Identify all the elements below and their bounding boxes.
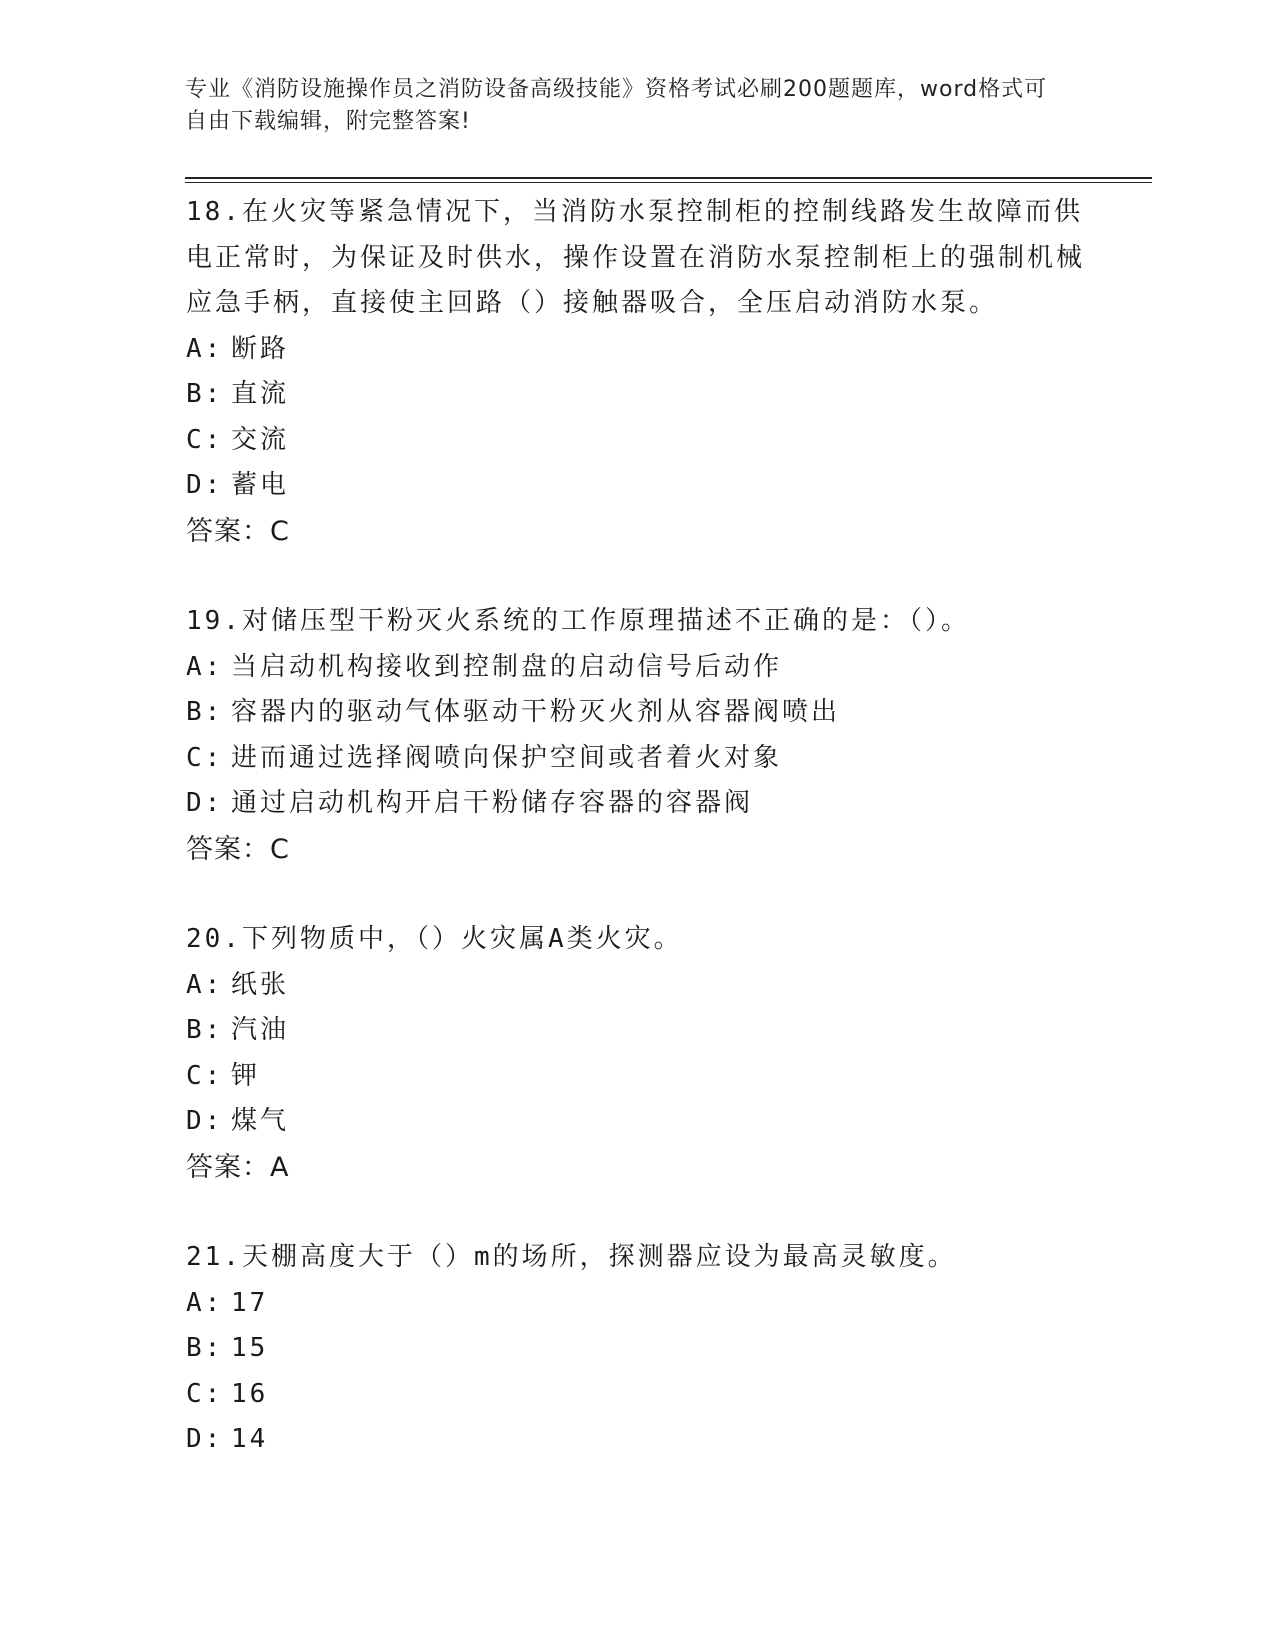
answer-line: 答案：C	[186, 833, 290, 865]
option-text: 通过启动机构开启干粉储存容器的容器阀	[231, 788, 754, 818]
option-c	[186, 1054, 1086, 1100]
option-text: 直流	[231, 379, 290, 409]
question-19	[186, 599, 1086, 872]
option-text: 17	[231, 1287, 269, 1318]
option-a	[186, 963, 1086, 1009]
option-letter: B:	[186, 697, 224, 727]
option-c	[186, 418, 1086, 464]
option-letter: A:	[186, 333, 224, 364]
option-text: 交流	[231, 424, 290, 455]
option-letter: B:	[186, 1333, 224, 1363]
option-c	[186, 736, 1086, 782]
document-header: 专业《消防设施操作员之消防设备高级技能》资格考试必刷200题题库，word格式可自由下载编辑，附完整答案!	[185, 77, 1048, 134]
option-letter: A:	[186, 651, 224, 682]
option-d	[186, 781, 1086, 827]
option-a	[186, 327, 1086, 373]
option-text: 进而通过选择阀喷向保护空间或者着火对象	[231, 742, 783, 773]
option-text: 容器内的驱动气体驱动干粉灭火剂从容器阀喷出	[231, 697, 841, 727]
option-b	[186, 372, 1086, 418]
option-letter: C:	[186, 1378, 224, 1409]
option-list	[186, 963, 1086, 1145]
option-text: 15	[231, 1333, 269, 1363]
question-stem: 21.天棚高度大于（）m的场所，探测器应设为最高灵敏度。	[186, 1242, 957, 1272]
option-letter: D:	[186, 470, 224, 500]
option-b	[186, 1008, 1086, 1054]
question-20	[186, 917, 1086, 1190]
question-stem: 19.对储压型干粉灭火系统的工作原理描述不正确的是：（）。	[186, 606, 970, 636]
header-divider-thin	[185, 182, 1152, 183]
question-list	[186, 190, 1086, 1508]
option-letter: A:	[186, 969, 224, 1000]
option-list	[186, 645, 1086, 827]
answer-line: 答案：C	[186, 515, 290, 547]
option-d	[186, 1417, 1086, 1463]
option-a	[186, 645, 1086, 691]
option-letter: B:	[186, 379, 224, 409]
option-letter: D:	[186, 1424, 224, 1454]
option-text: 当启动机构接收到控制盘的启动信号后动作	[231, 651, 783, 682]
option-text: 汽油	[231, 1015, 290, 1045]
option-a	[186, 1281, 1086, 1327]
option-letter: C:	[186, 1060, 224, 1091]
option-text: 纸张	[231, 969, 290, 1000]
option-d	[186, 1099, 1086, 1145]
option-d	[186, 463, 1086, 509]
option-b	[186, 690, 1086, 736]
option-c	[186, 1372, 1086, 1418]
option-text: 煤气	[231, 1106, 290, 1136]
option-b	[186, 1326, 1086, 1372]
option-letter: A:	[186, 1287, 224, 1318]
question-stem: 18.在火灾等紧急情况下，当消防水泵控制柜的控制线路发生故障而供电正常时，为保证及时供水，操作设置在消防水泵控制柜上的强制机械应急手柄，直接使主回路（）接触器吸合，全压启动消防水泵。	[186, 197, 1086, 318]
option-list	[186, 1281, 1086, 1463]
option-letter: C:	[186, 742, 224, 773]
answer-line: 答案：A	[186, 1151, 290, 1183]
option-letter: D:	[186, 788, 224, 818]
option-text: 钾	[231, 1060, 261, 1091]
option-text: 蓄电	[231, 470, 290, 500]
question-21	[186, 1235, 1086, 1463]
header-divider-thick	[185, 177, 1152, 179]
option-letter: D:	[186, 1106, 224, 1136]
option-text: 断路	[231, 333, 290, 364]
option-list	[186, 327, 1086, 509]
question-18	[186, 190, 1086, 554]
option-letter: C:	[186, 424, 224, 455]
option-letter: B:	[186, 1015, 224, 1045]
option-text: 16	[231, 1378, 269, 1409]
question-stem: 20.下列物质中，（）火灾属A类火灾。	[186, 924, 683, 954]
option-text: 14	[231, 1424, 269, 1454]
